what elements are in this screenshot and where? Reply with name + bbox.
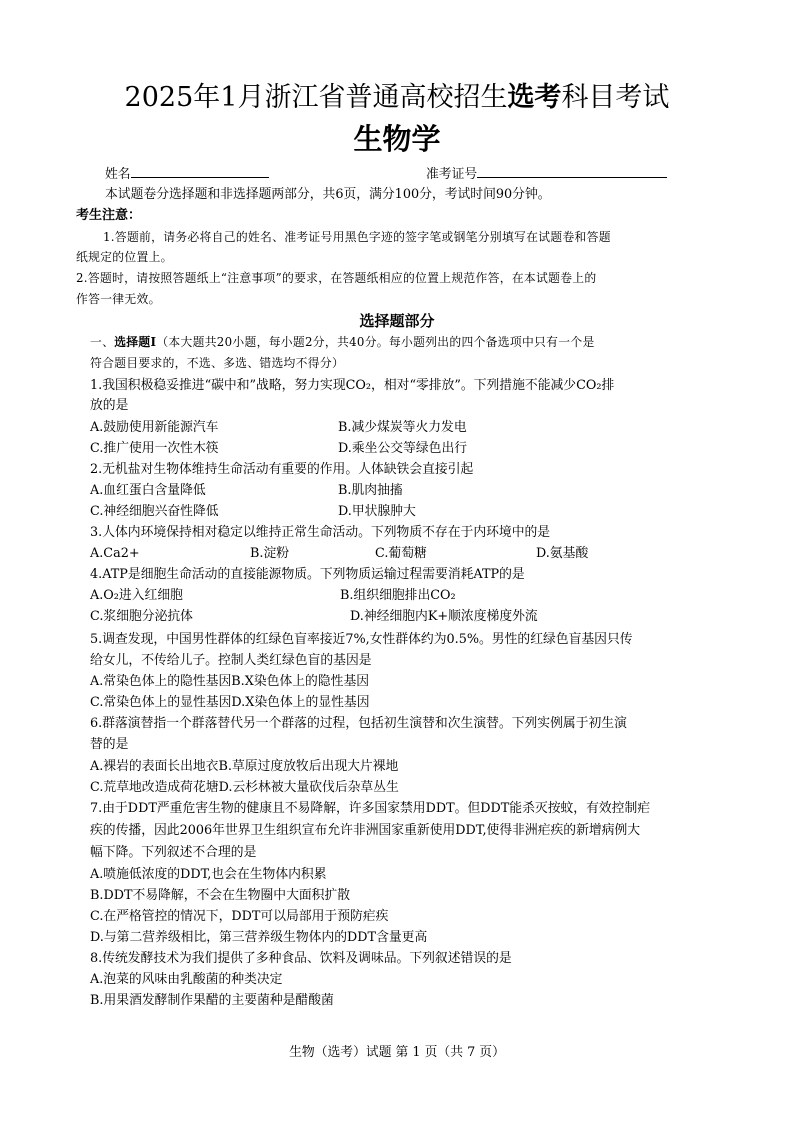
- q4-option-d: D.神经细胞内K+顺浓度梯度外流: [350, 609, 538, 624]
- q1-option-a: A.鼓励使用新能源汽车: [90, 420, 219, 435]
- notice-item-1-cont: 纸规定的位置上。: [76, 250, 173, 264]
- name-blank: [131, 163, 269, 178]
- question-7: 7.由于DDT严重危害生物的健康且不易降解，许多国家禁用DDT。但DDT能杀灭按蚊，有效控制疟: [90, 801, 651, 816]
- notice-item-2: 2.答题时，请按照答题纸上“注意事项”的要求，在答题纸相应的位置上规范作答，在本试题卷上的: [76, 271, 597, 285]
- question-5: 5.调查发现，中国男性群体的红绿色盲率接近7%,女性群体约为0.5%。男性的红绿色盲基因只传: [90, 632, 633, 647]
- q3-option-a: A.Ca2+: [90, 546, 140, 561]
- part1-desc-cont: 符合题目要求的，不选、多选、错选均不得分）: [90, 356, 345, 370]
- q5-options-ab: A.常染色体上的隐性基因B.X染色体上的隐性基因: [90, 674, 370, 689]
- notice-item-2-cont: 作答一律无效。: [76, 292, 161, 306]
- q2-option-d: D.甲状腺肿大: [338, 504, 416, 519]
- question-4: 4.ATP是细胞生命活动的直接能源物质。下列物质运输过程需要消耗ATP的是: [90, 567, 525, 582]
- question-6: 6.群落演替指一个群落替代另一个群落的过程，包括初生演替和次生演替。下列实例属于初生演: [90, 716, 627, 731]
- notice-item-1: 1.答题前，请务必将自己的姓名、准考证号用黑色字迹的签字笔或钢笔分别填写在试题卷和答题: [103, 230, 611, 244]
- q3-option-c: C.葡萄糖: [375, 546, 427, 561]
- q2-option-b: B.肌肉抽搐: [338, 483, 403, 498]
- question-5-cont: 给女儿，不传给儿子。控制人类红绿色盲的基因是: [90, 653, 372, 668]
- intro-text: 本试题卷分选择题和非选择题两部分，共6页，满分100分，考试时间90分钟。: [105, 187, 551, 202]
- question-8: 8.传统发酵技术为我们提供了多种食品、饮料及调味品。下列叙述错误的是: [90, 951, 512, 966]
- q2-option-a: A.血红蛋白含量降低: [90, 483, 206, 498]
- q4-option-a: A.O₂进入红细胞: [90, 588, 183, 603]
- id-field: [426, 163, 667, 184]
- question-7-cont-2: 幅下降。下列叙述不合理的是: [90, 845, 257, 860]
- id-label: 准考证号: [426, 167, 478, 182]
- q1-option-d: D.乘坐公交等绿色出行: [338, 441, 468, 456]
- q5-options-cd: C.常染色体上的显性基因D.X染色体上的显性基因: [90, 695, 370, 710]
- id-blank: [477, 163, 667, 178]
- q2-option-c: C.神经细胞兴奋性降低: [90, 504, 219, 519]
- question-1: 1.我国积极稳妥推进“碳中和”战略，努力实现CO₂，相对“零排放”。下列措施不能减少CO₂排: [90, 378, 615, 393]
- name-label: 姓名: [105, 167, 131, 182]
- q6-options-cd: C.荒草地改造成荷花塘D.云杉林被大量砍伐后杂草丛生: [90, 780, 399, 795]
- q6-options-ab: A.裸岩的表面长出地衣B.草原过度放牧后出现大片裸地: [90, 759, 399, 774]
- q8-option-b: B.用果酒发酵制作果醋的主要菌种是醋酸菌: [90, 993, 334, 1008]
- question-6-cont: 替的是: [90, 737, 129, 752]
- question-1-cont: 放的是: [90, 398, 129, 413]
- subject-title: 生物学: [353, 122, 441, 156]
- notice-heading: 考生注意：: [76, 208, 142, 223]
- part1-header: 一、选择题Ⅰ（本大题共20小题，每小题2分，共40分。每小题列出的四个备选项中只有一个是: [90, 335, 595, 349]
- q7-option-d: D.与第二营养级相比，第三营养级生物体内的DDT含量更高: [90, 930, 428, 945]
- q7-option-a: A.喷施低浓度的DDT,也会在生物体内积累: [90, 867, 327, 882]
- question-2: 2.无机盐对生物体维持生命活动有重要的作用。人体缺铁会直接引起: [90, 462, 474, 477]
- exam-title: 2025年1月浙江省普通高校招生选考科目考试: [124, 82, 670, 113]
- q3-option-d: D.氨基酸: [536, 546, 589, 561]
- question-7-cont-1: 疾的传播，因此2006年世界卫生组织宣布允许非洲国家重新使用DDT,使得非洲疟疾的新增病例大: [90, 823, 641, 838]
- q7-option-c: C.在严格管控的情况下，DDT可以局部用于预防疟疾: [90, 909, 389, 924]
- page-footer: 生物（选考）试题 第 1 页（共 7 页）: [289, 1045, 505, 1060]
- q1-option-b: B.减少煤炭等火力发电: [338, 420, 467, 435]
- section-title: 选择题部分: [359, 312, 435, 330]
- question-3: 3.人体内环境保持相对稳定以维持正常生命活动。下列物质不存在于内环境中的是: [90, 525, 551, 540]
- q4-option-b: B.组织细胞排出CO₂: [340, 588, 456, 603]
- name-field: [105, 163, 269, 184]
- q4-option-c: C.浆细胞分泌抗体: [90, 609, 193, 624]
- q8-option-a: A.泡菜的风味由乳酸菌的种类决定: [90, 972, 283, 987]
- q3-option-b: B.淀粉: [250, 546, 290, 561]
- q1-option-c: C.推广使用一次性木筷: [90, 441, 219, 456]
- q7-option-b: B.DDT不易降解，不会在生物圈中大面积扩散: [90, 888, 351, 903]
- part1-name: 选择题Ⅰ: [114, 335, 157, 349]
